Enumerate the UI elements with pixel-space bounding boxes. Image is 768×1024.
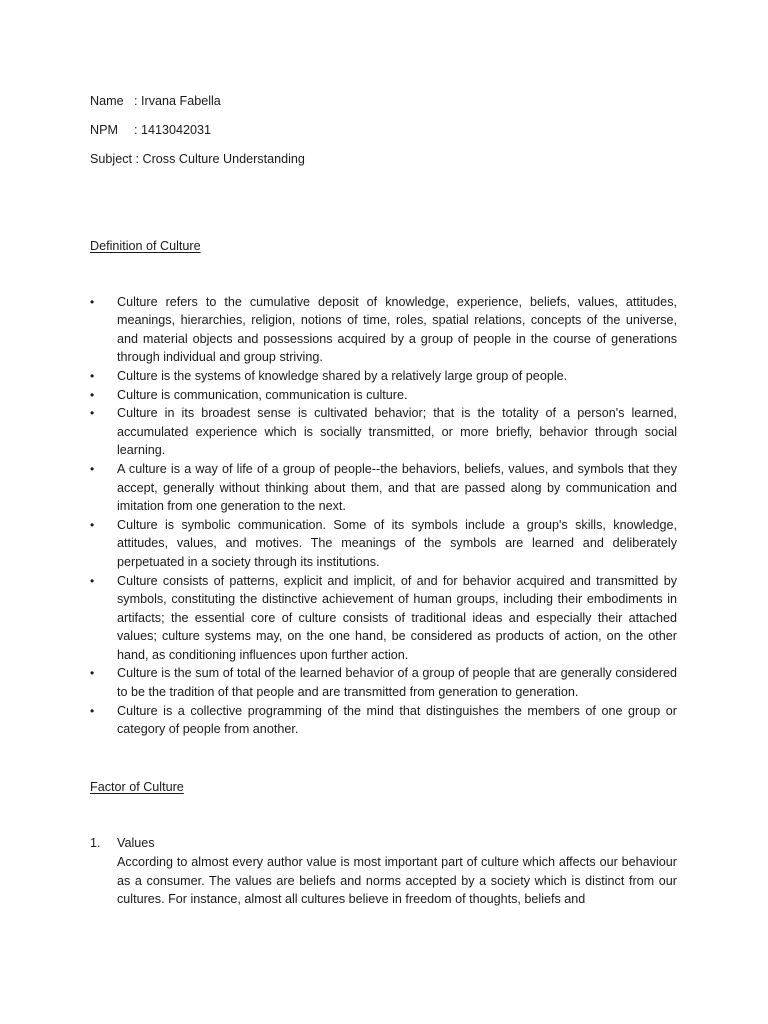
npm-line <box>90 121 677 150</box>
document-body <box>90 92 677 909</box>
list-item-text: Culture is a collective programming of the mind that distinguishes the members of one group or category of people from another. <box>117 703 677 737</box>
definition-list <box>90 293 677 739</box>
list-item-text: Culture in its broadest sense is cultivated behavior; that is the totality of a person's learned, accumulated experience which is socially transmitted, or more briefly, behavior through social learning. <box>117 406 677 458</box>
list-item-text: Culture is the sum of total of the learned behavior of a group of people that are generally considered to be the tradition of that people and are transmitted from generation to generation. <box>117 666 677 700</box>
list-item <box>90 664 677 701</box>
bullet-icon: • <box>90 294 95 309</box>
list-item <box>90 293 677 367</box>
bullet-icon: • <box>90 461 95 476</box>
name-line <box>90 92 677 121</box>
bullet-icon: • <box>90 368 95 383</box>
bullet-icon: • <box>90 573 95 588</box>
list-item <box>90 572 677 665</box>
bullet-icon: • <box>90 387 95 402</box>
npm-label: NPM <box>90 123 118 137</box>
name-label: Name <box>90 94 124 108</box>
list-item-text: A culture is a way of life of a group of people--the behaviors, beliefs, values, and symbols that they accept, generally without thinking about them, and that are passed along by communication and imitation from one generation to the next. <box>117 461 677 514</box>
list-item-text: Culture consists of patterns, explicit and implicit, of and for behavior acquired and transmitted by symbols, constituting the distinctive achievement of human groups, including their embodiments in artifacts; the essential core of culture consists of traditional ideas and especially their attached values; culture systems may, on the one hand, be considered as products of action, on the other hand, as conditioning influences upon further action. <box>117 573 677 662</box>
list-item-text: Culture refers to the cumulative deposit of knowledge, experience, beliefs, values, attitudes, meanings, hierarchies, religion, notions of time, roles, spatial relations, concepts of the universe, and material objects and possessions acquired by a group of people in the course of generations through individual and group striving. <box>117 294 677 365</box>
factor-item-title: Values <box>117 836 155 851</box>
factor-item <box>90 834 677 908</box>
list-item <box>90 367 677 386</box>
factor-list <box>90 834 677 908</box>
bullet-icon: • <box>90 666 95 681</box>
definition-heading: Definition of Culture <box>90 239 201 253</box>
bullet-icon: • <box>90 517 95 532</box>
list-item-text: Culture is symbolic communication. Some of its symbols include a group's skills, knowledge, attitudes, values, and motives. The meanings of the symbols are learned and deliberately perpetuated in a society through its institutions. <box>117 517 677 569</box>
list-item <box>90 516 677 572</box>
list-item-text: Culture is communication, communication is culture. <box>117 387 408 402</box>
list-item-text: Culture is the systems of knowledge shared by a relatively large group of people. <box>117 368 568 383</box>
list-item <box>90 404 677 460</box>
npm-value: : 1413042031 <box>134 123 212 137</box>
list-item <box>90 702 677 739</box>
list-item <box>90 386 677 405</box>
subject-line: Subject : Cross Culture Understanding <box>90 152 305 166</box>
name-value: : Irvana Fabella <box>134 94 221 108</box>
list-item <box>90 460 677 516</box>
factor-heading: Factor of Culture <box>90 779 184 794</box>
bullet-icon: • <box>90 703 95 718</box>
bullet-icon: • <box>90 406 95 421</box>
factor-item-text: According to almost every author value is most important part of culture which affects our behaviour as a consumer. The values are beliefs and norms accepted by a society which is distinct from our cultures. For instance, almost all cultures believe in freedom of thoughts, beliefs and <box>117 855 677 907</box>
factor-item-number: 1. <box>90 836 101 851</box>
